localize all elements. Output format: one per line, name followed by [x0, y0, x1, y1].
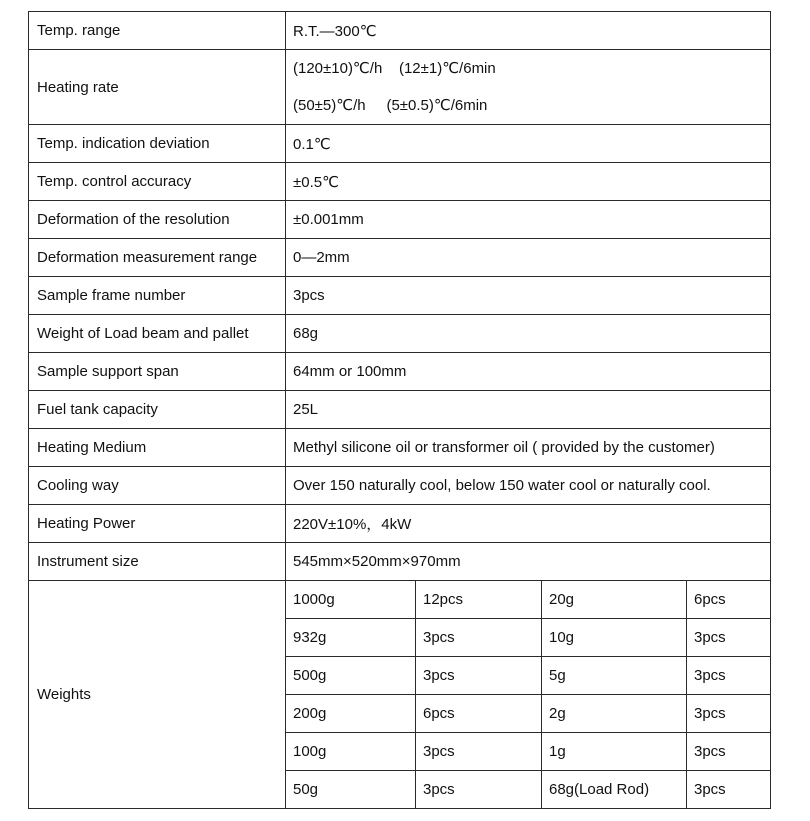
spec-value: 3pcs: [286, 277, 771, 315]
weight-mass: 1g: [542, 733, 687, 771]
spec-value: 0—2mm: [286, 239, 771, 277]
spec-label: Deformation measurement range: [29, 239, 286, 277]
weight-count: 3pcs: [416, 733, 542, 771]
table-row: [29, 315, 771, 353]
spec-label: Sample support span: [29, 353, 286, 391]
spec-value: 25L: [286, 391, 771, 429]
spec-value: [286, 50, 771, 125]
table-row: [29, 50, 771, 125]
weight-mass: 100g: [286, 733, 416, 771]
spec-value: 68g: [286, 315, 771, 353]
spec-value: 220V±10%，4kW: [286, 505, 771, 543]
spec-label: Heating rate: [29, 50, 286, 125]
weight-count: 3pcs: [416, 619, 542, 657]
weight-count: 3pcs: [687, 733, 771, 771]
weights-row: [29, 581, 771, 619]
spec-value: 545mm×520mm×970mm: [286, 543, 771, 581]
weight-count: 3pcs: [687, 771, 771, 809]
spec-label: Weight of Load beam and pallet: [29, 315, 286, 353]
weight-mass: 5g: [542, 657, 687, 695]
spec-label: Deformation of the resolution: [29, 201, 286, 239]
table-row: [29, 277, 771, 315]
table-row: [29, 12, 771, 50]
spec-label: Instrument size: [29, 543, 286, 581]
weight-count: 3pcs: [416, 771, 542, 809]
weight-count: 6pcs: [416, 695, 542, 733]
table-row: [29, 353, 771, 391]
weight-mass: 68g(Load Rod): [542, 771, 687, 809]
spec-label: Heating Medium: [29, 429, 286, 467]
weights-label: Weights: [29, 581, 286, 809]
heating-rate-line-2: (50±5)℃/h (5±0.5)℃/6min: [293, 97, 488, 114]
weight-mass: 200g: [286, 695, 416, 733]
spec-value: 64mm or 100mm: [286, 353, 771, 391]
table-row: [29, 391, 771, 429]
weight-mass: 2g: [542, 695, 687, 733]
spec-value: 0.1℃: [286, 125, 771, 163]
spec-label: Heating Power: [29, 505, 286, 543]
weight-mass: 20g: [542, 581, 687, 619]
weight-count: 3pcs: [687, 695, 771, 733]
weight-mass: 500g: [286, 657, 416, 695]
spec-value: Over 150 naturally cool, below 150 water cool or naturally cool.: [286, 467, 771, 505]
weight-count: 3pcs: [687, 657, 771, 695]
table-row: [29, 163, 771, 201]
weight-count: 3pcs: [416, 657, 542, 695]
spec-label: Sample frame number: [29, 277, 286, 315]
weight-mass: 10g: [542, 619, 687, 657]
table-row: [29, 201, 771, 239]
spec-value: Methyl silicone oil or transformer oil ( provided by the customer): [286, 429, 771, 467]
table-row: [29, 505, 771, 543]
table-row: [29, 239, 771, 277]
weight-count: 6pcs: [687, 581, 771, 619]
spec-label: Cooling way: [29, 467, 286, 505]
spec-label: Temp. indication deviation: [29, 125, 286, 163]
table-row: [29, 125, 771, 163]
heating-rate-line-1: (120±10)℃/h (12±1)℃/6min: [293, 60, 496, 77]
weight-mass: 932g: [286, 619, 416, 657]
weight-count: 3pcs: [687, 619, 771, 657]
weight-mass: 1000g: [286, 581, 416, 619]
spec-value: R.T.—300℃: [286, 12, 771, 50]
spec-label: Temp. control accuracy: [29, 163, 286, 201]
weight-count: 12pcs: [416, 581, 542, 619]
table-row: [29, 543, 771, 581]
spec-label: Temp. range: [29, 12, 286, 50]
weight-mass: 50g: [286, 771, 416, 809]
spec-label: Fuel tank capacity: [29, 391, 286, 429]
spec-value: ±0.5℃: [286, 163, 771, 201]
table-row: [29, 429, 771, 467]
spec-value: ±0.001mm: [286, 201, 771, 239]
specification-table: [28, 11, 771, 809]
table-row: [29, 467, 771, 505]
